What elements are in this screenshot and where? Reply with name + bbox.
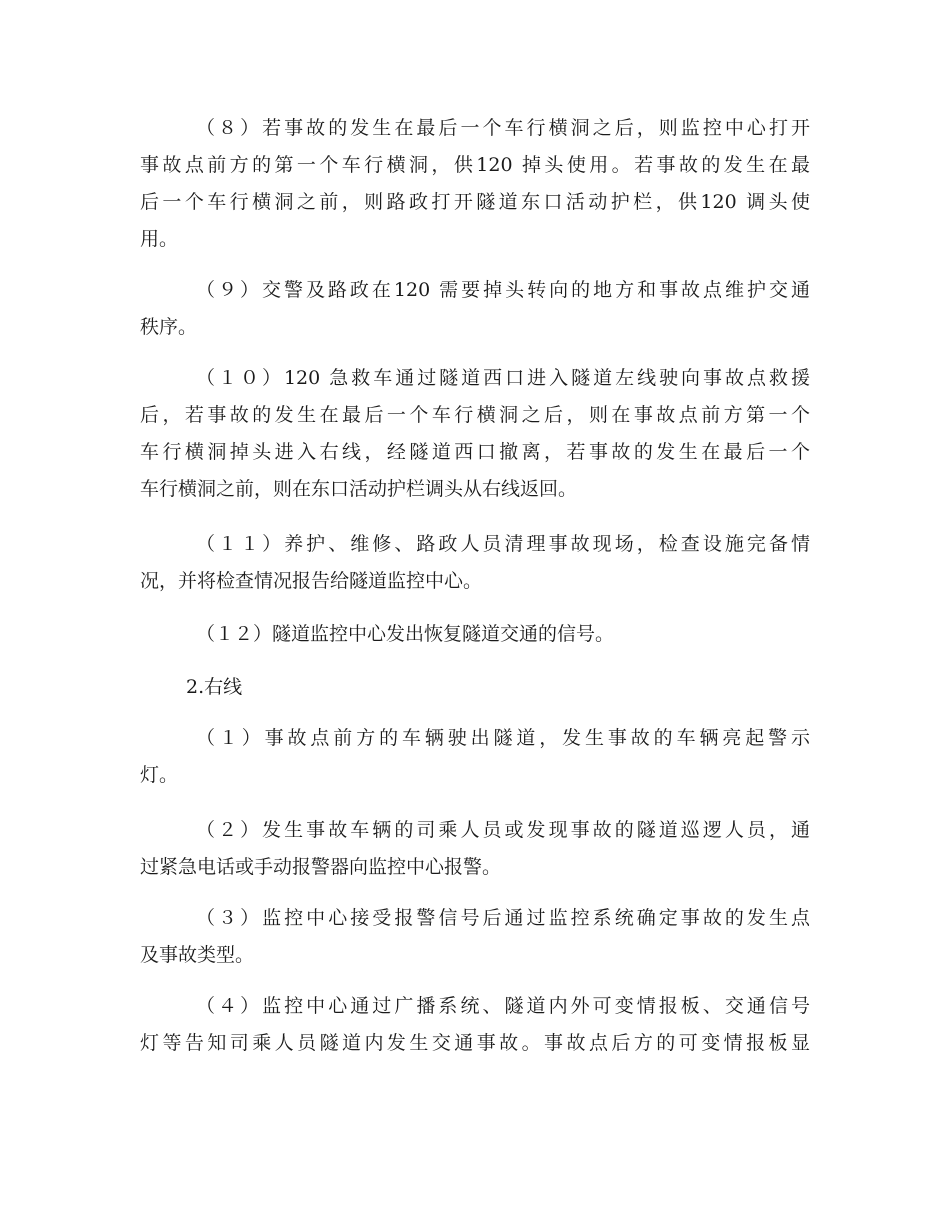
paragraph-line: 灯等告知司乘人员隧道内发生交通事故。事故点后方的可变情报板显 <box>140 1032 810 1054</box>
paragraph-line: 秩序。 <box>140 316 198 338</box>
paragraph-line: （１０）120 急救车通过隧道西口进入隧道左线驶向事故点救援 <box>196 367 810 389</box>
paragraph-right-1 <box>140 720 810 794</box>
paragraph-right-4 <box>140 988 810 1062</box>
paragraph-line: 车行横洞之前，则在东口活动护栏调头从右线返回。 <box>140 478 578 500</box>
paragraph-line: （９）交警及路政在120 需要掉头转向的地方和事故点维护交通 <box>196 279 810 301</box>
paragraph-9 <box>140 272 810 346</box>
paragraph-line: （１１）养护、维修、路政人员清理事故现场，检查设施完备情 <box>196 533 810 555</box>
paragraph-right-3 <box>140 900 810 974</box>
paragraph-right-2 <box>140 812 810 886</box>
paragraph-10 <box>140 360 810 508</box>
paragraph-line: （１２）隧道监控中心发出恢复隧道交通的信号。 <box>196 623 615 645</box>
paragraph-line: （１）事故点前方的车辆驶出隧道，发生事故的车辆亮起警示 <box>196 727 810 749</box>
section-heading: 2.右线 <box>186 676 243 698</box>
section-heading-right-line <box>140 669 810 706</box>
paragraph-line: 灯。 <box>140 764 179 786</box>
paragraph-line: 用。 <box>140 228 179 250</box>
paragraph-line: 事故点前方的第一个车行横洞，供120 掉头使用。若事故的发生在最 <box>140 154 810 176</box>
paragraph-line: 后，若事故的发生在最后一个车行横洞之后，则在事故点前方第一个 <box>140 404 810 426</box>
paragraph-line: 及事故类型。 <box>140 944 255 966</box>
paragraph-line: 况，并将检查情况报告给隧道监控中心。 <box>140 570 483 592</box>
paragraph-line: 后一个车行横洞之前，则路政打开隧道东口活动护栏，供120 调头使 <box>140 191 810 213</box>
paragraph-line: 过紧急电话或手动报警器向监控中心报警。 <box>140 856 502 878</box>
paragraph-line: （２）发生事故车辆的司乘人员或发现事故的隧道巡逻人员，通 <box>196 819 810 841</box>
paragraph-8 <box>140 110 810 258</box>
paragraph-12 <box>140 616 810 653</box>
paragraph-11 <box>140 526 810 600</box>
paragraph-line: （３）监控中心接受报警信号后通过监控系统确定事故的发生点 <box>196 907 810 929</box>
paragraph-line: 车行横洞掉头进入右线，经隧道西口撤离，若事故的发生在最后一个 <box>140 441 810 463</box>
paragraph-line: （８）若事故的发生在最后一个车行横洞之后，则监控中心打开 <box>196 117 810 139</box>
paragraph-line: （４）监控中心通过广播系统、隧道内外可变情报板、交通信号 <box>196 995 810 1017</box>
